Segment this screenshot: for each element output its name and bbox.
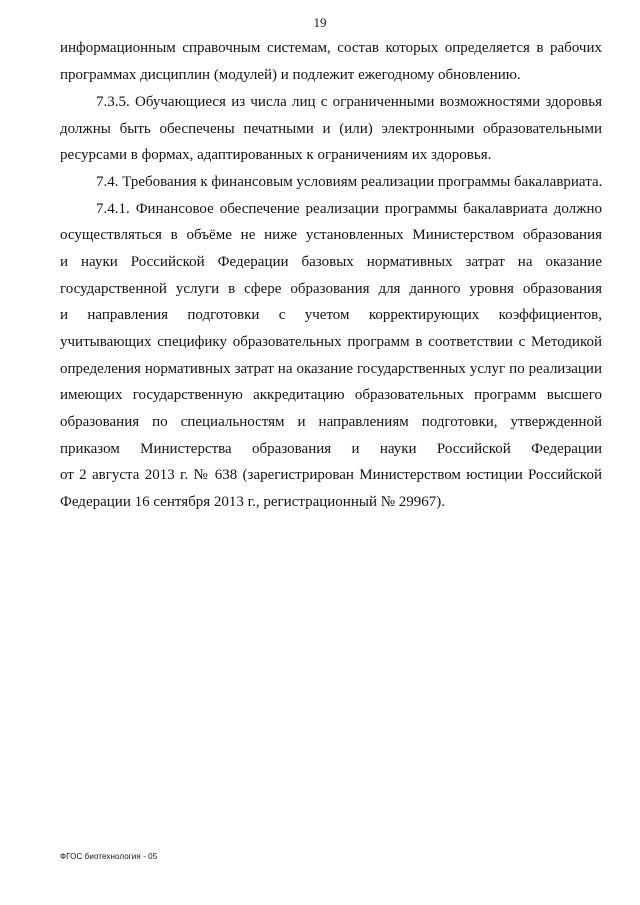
paragraph-line: определения нормативных затрат на оказание государственных услуг по реализации [60, 361, 602, 377]
paragraph-line: от 2 августа 2013 г. № 638 (зарегистрирован Министерством юстиции Российской [60, 467, 602, 483]
paragraph-line: программах дисциплин (модулей) и подлежит ежегодному обновлению. [60, 67, 521, 83]
paragraph-line: 7.3.5. Обучающиеся из числа лиц с ограниченными возможностями здоровья [96, 94, 602, 110]
paragraph-line: приказом Министерства образования и науки Российской Федерации [60, 441, 602, 457]
footer-label: ФГОС биотехнология - 05 [60, 852, 158, 861]
page-number: 19 [313, 15, 327, 30]
paragraph-line: осуществляться в объёме не ниже установленных Министерством образования [60, 227, 602, 243]
paragraph-line: учитывающих специфику образовательных программ в соответствии с Методикой [60, 334, 602, 350]
paragraph-line: ресурсами в формах, адаптированных к ограничениям их здоровья. [60, 147, 492, 163]
section-heading: 7.4. Требования к финансовым условиям реализации программы бакалавриата. [96, 174, 603, 190]
paragraph-line: должны быть обеспечены печатными и (или) электронными образовательными [60, 121, 602, 137]
paragraph-line: имеющих государственную аккредитацию образовательных программ высшего [60, 387, 602, 403]
paragraph-line: государственной услуги в сфере образования для данного уровня образования [60, 281, 602, 297]
paragraph-line: информационным справочным системам, состав которых определяется в рабочих [60, 40, 602, 56]
paragraph-line: образования по специальностям и направлениям подготовки, утвержденной [60, 414, 602, 430]
paragraph-line: 7.4.1. Финансовое обеспечение реализации программы бакалавриата должно [96, 201, 602, 217]
paragraph-line: и направления подготовки с учетом корректирующих коэффициентов, [60, 307, 602, 323]
paragraph-line: и науки Российской Федерации базовых нормативных затрат на оказание [60, 254, 602, 270]
paragraph-line: Федерации 16 сентября 2013 г., регистрационный № 29967). [60, 494, 446, 510]
